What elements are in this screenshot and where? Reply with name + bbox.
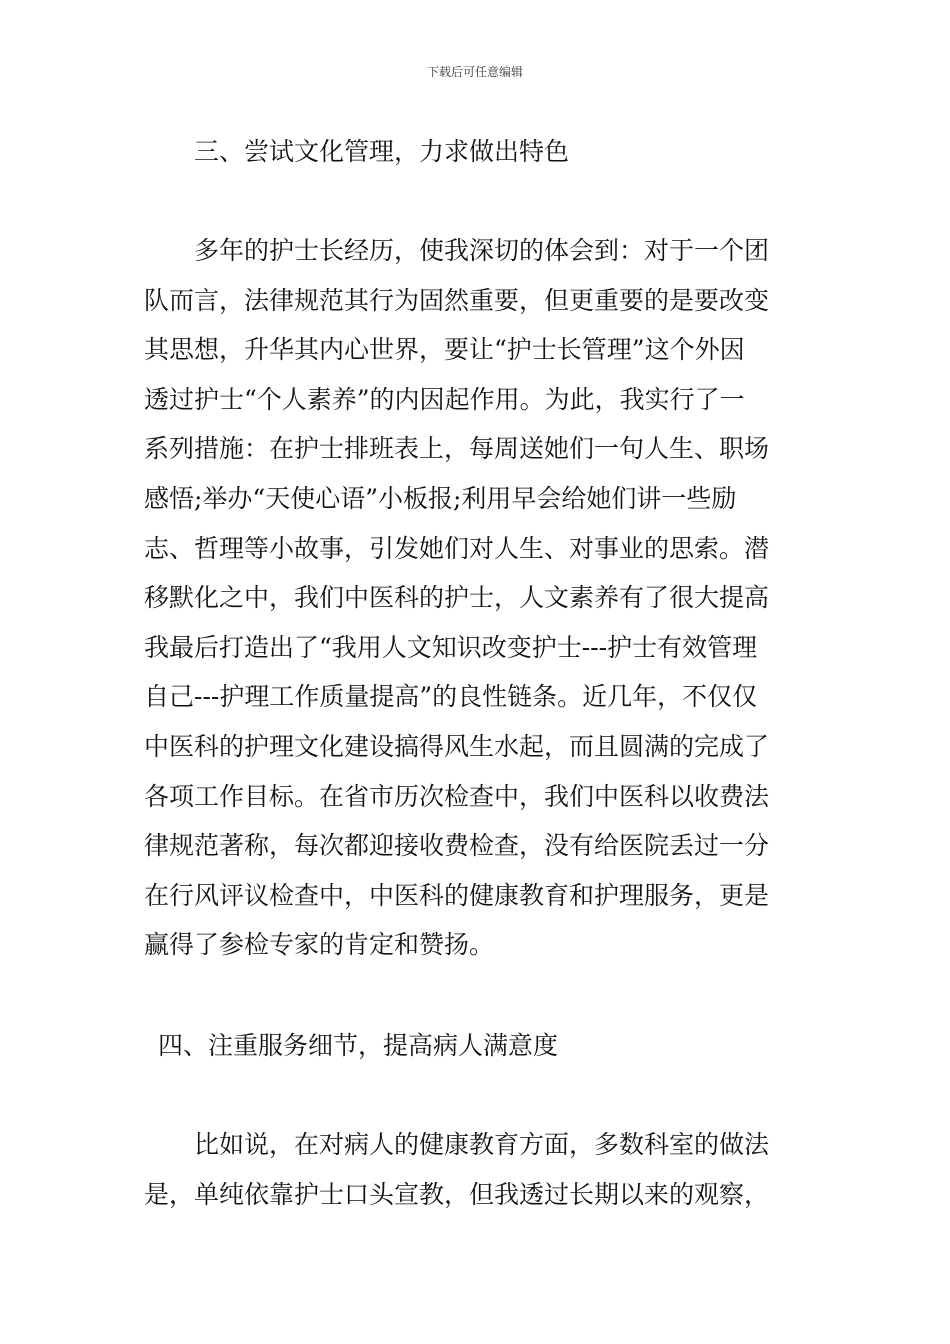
paragraph-line: 律规范著称，每次都迎接收费检查，没有给医院丢过一分 [144,831,770,861]
paragraph-line: 移默化之中，我们中医科的护士，人文素养有了很大提高 [144,583,770,613]
paragraph-line: 是，单纯依靠护士口头宣教，但我透过长期以来的观察， [144,1179,770,1209]
section-4-paragraph [144,1120,808,1219]
paragraph-line: 队而言，法律规范其行为固然重要，但更重要的是要改变 [144,285,770,315]
paragraph-line: 系列措施：在护士排班表上，每周送她们一句人生、职场 [144,434,770,464]
page-header-note: 下载后可任意编辑 [426,65,523,79]
paragraph-line: 志、哲理等小故事，引发她们对人生、对事业的思索。潜 [144,533,770,563]
paragraph-line: 多年的护士长经历，使我深切的体会到：对于一个团 [144,236,770,265]
paragraph-line: 我最后打造出了“我用人文知识改变护士---护士有效管理 [144,632,758,662]
paragraph-line: 自己---护理工作质量提高”的良性链条。近几年，不仅仅 [144,682,758,712]
paragraph-line: 透过护士“个人素养”的内因起作用。为此，我实行了一 [144,384,745,414]
paragraph-line: 感悟;举办“天使心语”小板报;利用早会给她们讲一些励 [144,483,737,513]
section-3-paragraph [144,226,808,970]
section-heading-3: 三、尝试文化管理，力求做出特色 [194,137,570,166]
paragraph-line: 比如说，在对病人的健康教育方面，多数科室的做法 [144,1130,770,1159]
paragraph-line: 中医科的护理文化建设搞得风生水起，而且圆满的完成了 [144,731,770,761]
paragraph-line: 在行风评议检查中，中医科的健康教育和护理服务，更是 [144,880,770,910]
paragraph-line: 各项工作目标。在省市历次检查中，我们中医科以收费法 [144,781,770,811]
paragraph-line: 赢得了参检专家的肯定和赞扬。 [144,930,495,960]
section-heading-4: 四、注重服务细节，提高病人满意度 [158,1031,559,1060]
paragraph-line: 其思想，升华其内心世界，要让“护士长管理”这个外因 [144,335,745,365]
